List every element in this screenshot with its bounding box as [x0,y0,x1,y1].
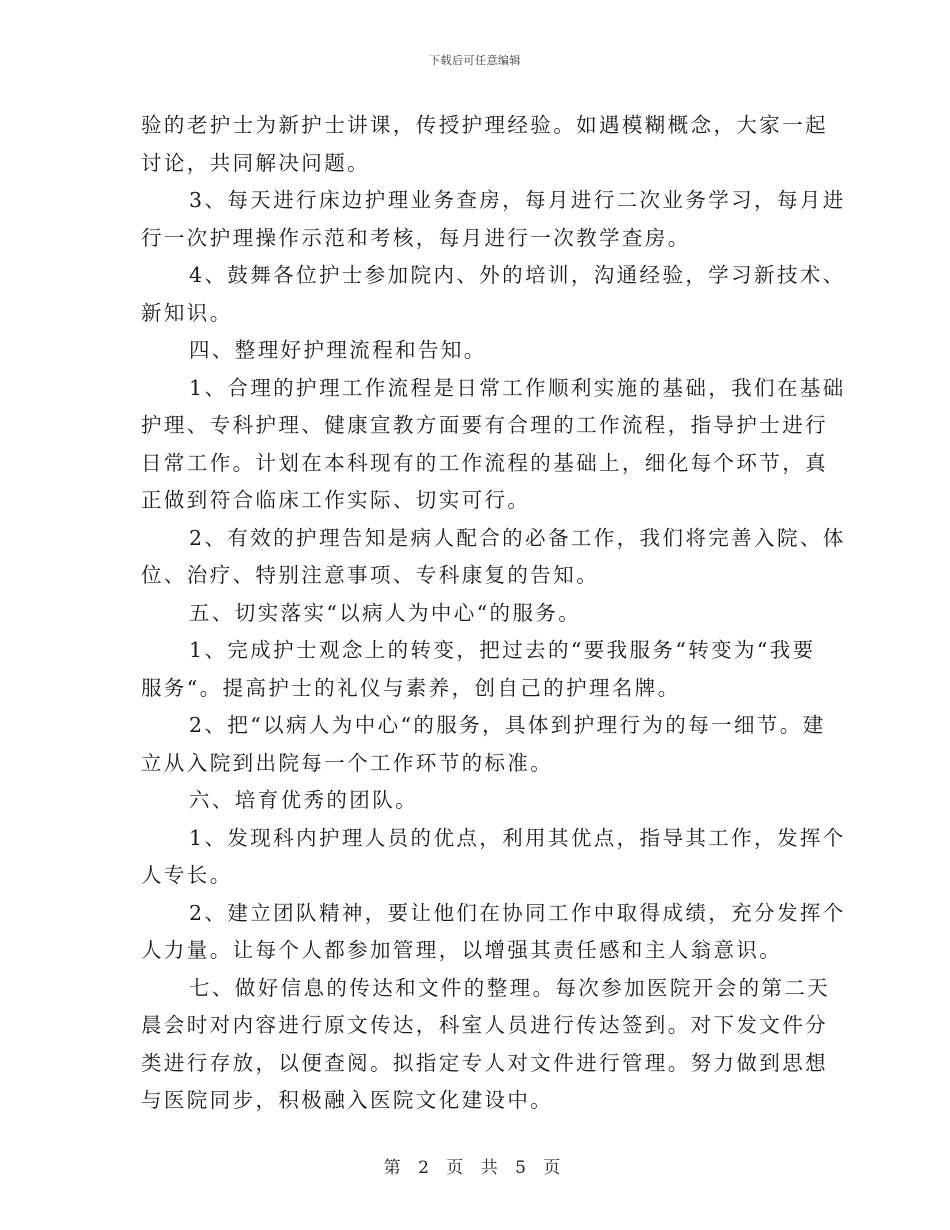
paragraph-start-line: 4、鼓舞各位护士参加院内、外的培训，沟通经验，学习新技术、 [189,263,846,287]
section-heading: 四、整理好护理流程和告知。 [189,338,487,362]
section-heading: 七、做好信息的传达和文件的整理。每次参加医院开会的第二天 [189,975,831,1000]
text-line: 人力量。让每个人都参加管理，以增强其责任感和主人翁意识。 [141,938,783,962]
paragraph-start-line: 2、建立团队精神，要让他们在协同工作中取得成绩，充分发挥个 [189,900,846,925]
paragraph-start-line: 1、发现科内护理人员的优点，利用其优点，指导其工作，发挥个 [189,825,846,850]
section-heading: 六、培育优秀的团队。 [189,788,418,812]
text-line: 人专长。 [141,863,233,887]
page-number-footer: 第 2 页 共 5 页 [383,1158,567,1178]
text-line: 讨论，共同解决问题。 [141,150,370,175]
text-line: 类进行存放，以便查阅。拟指定专人对文件进行管理。努力做到思想 [141,1050,828,1075]
text-line: 验的老护士为新护士讲课，传授护理经验。如遇模糊概念，大家一起 [141,113,828,137]
paragraph-start-line: 3、每天进行床边护理业务查房，每月进行二次业务学习，每月进 [189,188,846,212]
text-line: 与医院同步，积极融入医院文化建设中。 [141,1088,554,1112]
page-header: 下载后可任意编辑 [429,54,521,67]
text-line: 位、治疗、特别注意事项、专科康复的告知。 [141,563,599,587]
paragraph-start-line: 1、完成护士观念上的转变，把过去的“要我服务“转变为“我要 [189,638,816,662]
text-line: 服务“。提高护士的礼仪与素养，创自己的护理名牌。 [141,675,681,700]
paragraph-start-line: 2、有效的护理告知是病人配合的必备工作，我们将完善入院、体 [189,525,846,550]
text-line: 行一次护理操作示范和考核，每月进行一次教学查房。 [141,225,691,250]
text-line: 新知识。 [141,300,233,325]
text-line: 晨会时对内容进行原文传达，科室人员进行传达签到。对下发文件分 [141,1013,828,1037]
text-line: 正做到符合临床工作实际、切实可行。 [141,488,531,512]
paragraph-start-line: 2、把“以病人为中心“的服务，具体到护理行为的每一细节。建 [189,713,826,737]
text-line: 日常工作。计划在本科现有的工作流程的基础上，细化每个环节，真 [141,450,828,475]
section-heading: 五、切实落实“以病人为中心“的服务。 [189,600,582,625]
text-line: 护理、专科护理、健康宣教方面要有合理的工作流程，指导护士进行 [141,413,828,437]
text-line: 立从入院到出院每一个工作环节的标准。 [141,750,554,775]
paragraph-start-line: 1、合理的护理工作流程是日常工作顺利实施的基础，我们在基础 [189,375,846,400]
document-body [141,107,846,1120]
